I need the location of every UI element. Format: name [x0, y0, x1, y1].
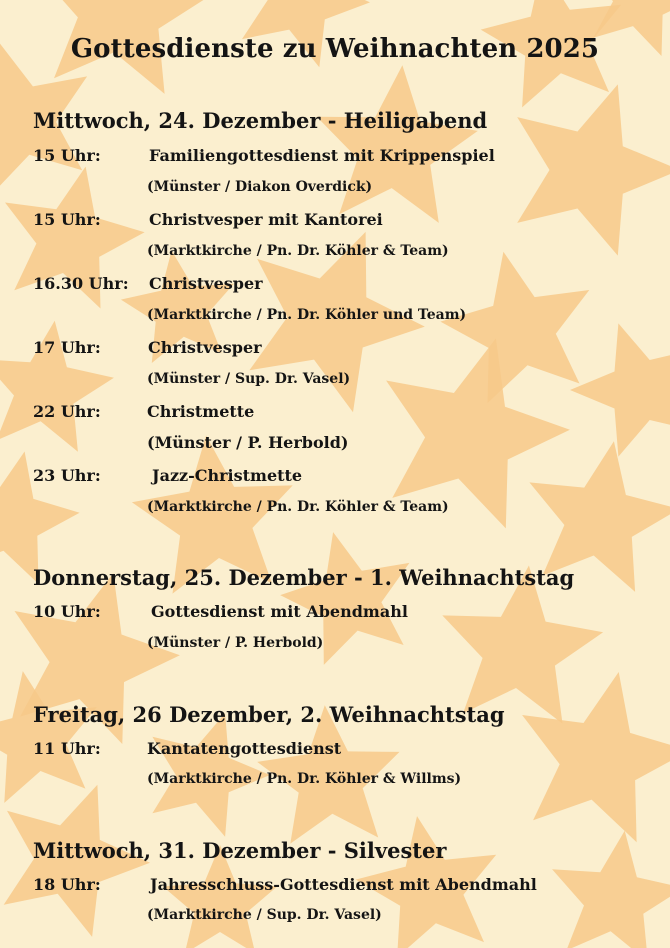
service-title: Kantatengottesdienst [147, 739, 342, 758]
service-detail: (Münster / Sup. Dr. Vasel) [147, 371, 351, 387]
service-time: 23 Uhr: [33, 466, 101, 485]
service-time: 15 Uhr: [33, 146, 101, 165]
day-heading: Mittwoch, 24. Dezember - Heiligabend [33, 108, 488, 133]
service-time: 10 Uhr: [33, 602, 101, 621]
service-title: Christmette [147, 402, 255, 421]
day-heading: Mittwoch, 31. Dezember - Silvester [33, 838, 447, 863]
service-title: Christvesper [149, 274, 263, 293]
service-detail: (Münster / P. Herbold) [147, 433, 349, 452]
service-detail: (Marktkirche / Pn. Dr. Köhler & Team) [147, 243, 449, 259]
service-time: 18 Uhr: [33, 875, 101, 894]
service-time: 22 Uhr: [33, 402, 101, 421]
service-detail: (Marktkirche / Pn. Dr. Köhler und Team) [147, 307, 467, 323]
service-title: Jahresschluss-Gottesdienst mit Abendmahl [150, 875, 537, 894]
service-title: Familiengottesdienst mit Krippenspiel [149, 146, 495, 165]
service-detail: (Münster / P. Herbold) [147, 635, 324, 651]
page-title: Gottesdienste zu Weihnachten 2025 [70, 34, 600, 64]
service-title: Gottesdienst mit Abendmahl [151, 602, 408, 621]
day-heading: Donnerstag, 25. Dezember - 1. Weihnachtstag [33, 565, 575, 590]
day-heading: Freitag, 26 Dezember, 2. Weihnachtstag [33, 702, 505, 727]
service-title: Christvesper mit Kantorei [149, 210, 383, 229]
service-detail: (Münster / Diakon Overdick) [147, 179, 373, 195]
service-time: 11 Uhr: [33, 739, 101, 758]
service-detail: (Marktkirche / Pn. Dr. Köhler & Willms) [147, 771, 462, 787]
service-time: 17 Uhr: [33, 338, 101, 357]
service-title: Christvesper [148, 338, 262, 357]
service-title: Jazz-Christmette [152, 466, 303, 485]
service-time: 15 Uhr: [33, 210, 101, 229]
service-detail: (Marktkirche / Pn. Dr. Köhler & Team) [147, 499, 449, 515]
service-time: 16.30 Uhr: [33, 274, 129, 293]
service-detail: (Marktkirche / Sup. Dr. Vasel) [147, 907, 382, 923]
